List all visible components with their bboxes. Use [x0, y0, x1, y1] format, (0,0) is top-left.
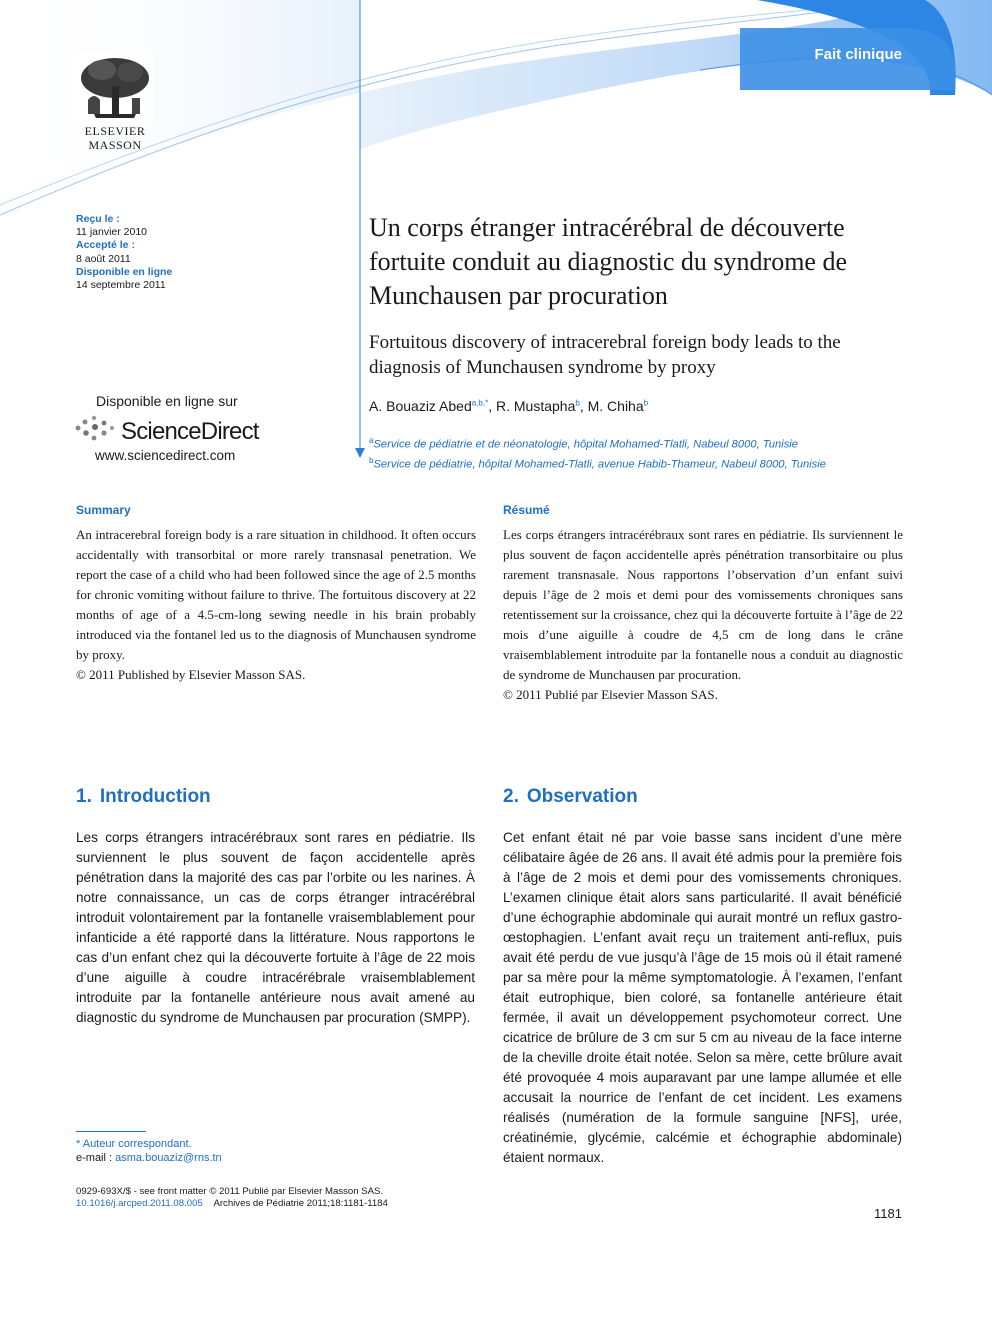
section-number: 2. — [503, 786, 519, 807]
date-label: Accepté le : — [76, 239, 135, 252]
summary-copyright: © 2011 Published by Elsevier Masson SAS. — [76, 667, 306, 682]
resume-paragraph: Les corps étrangers intracérébraux sont rares en pédiatrie. Ils surviennent le plus souvent de façon accidentelle après pénétration transorbitaire ou plus rarement transnasale. Nous rapportons l’observation d’un enfant suivi depuis l’âge de 2 mois et demi pour des vomissements chroniques sans retentissement sur la croissance, chez qui la découverte fortuite à l’âge de 22 mois d’une aiguille à coudre de 4,5 cm de long dans le crâne vraisemblablement introduite par la fontanelle nous a conduit au diagnostic de syndrome de Munchausen par procuration. — [503, 527, 903, 682]
sciencedirect-dots-icon — [74, 414, 118, 444]
doi-journal-line — [76, 1198, 388, 1210]
observation-paragraph: Cet enfant était né par voie basse sans incident d’une mère célibataire âgée de 26 ans. Il avait été admis pour la première fois à l’âge de 2 mois et demi pour des vomissements chroniques. L’examen clinique était alors sans particularité. Il avait bénéficié d’une échographie abdominale qui aurait montré un reflux gastro-œstophagien. L’enfant avait reçu un traitement anti-reflux, puis avait été perdu de vue jusqu’à l’âge de 15 mois où il était ramené par sa mère pour la même symptomatologie. À l’examen, l’enfant était eutrophique, bien coloré, sa fontanelle antérieure était fermée, il avait un développement psychomoteur correct. Une cicatrice de brûlure de 3 cm sur 5 cm au niveau de la face interne de la cheville droite était notée. Selon sa mère, cette brûlure avait été provoquée 4 mois auparavant par une lampe allumée et elle accusait la nourrice de l’enfant de cet incident. Les examens réalisés (numération de la formule sanguine [NFS], urée, créatinémie, glycémie, calcémie et échographie abdominale) étaient normaux. — [503, 830, 902, 1165]
wordmark-line2: MASSON — [88, 138, 142, 152]
summary-heading: Summary — [76, 503, 131, 517]
sciencedirect-available-text: Disponible en ligne sur — [96, 393, 238, 409]
article-dates — [76, 213, 172, 292]
issn-line: 0929-693X/$ - see front matter © 2011 Publié par Elsevier Masson SAS. — [76, 1186, 384, 1197]
resume-copyright: © 2011 Publié par Elsevier Masson SAS. — [503, 687, 718, 702]
section-label: Fait clinique — [814, 46, 902, 63]
affiliation-item — [369, 433, 826, 453]
date-value: 11 janvier 2010 — [76, 226, 148, 239]
date-label: Reçu le : — [76, 213, 120, 225]
author-sep: , — [579, 398, 588, 414]
author-name: R. Mustapha — [496, 398, 576, 414]
journal-citation: Archives de Pédiatrie 2011;18:1181-1184 — [213, 1198, 388, 1209]
observation-heading — [503, 786, 638, 808]
issn-block — [76, 1186, 388, 1210]
elsevier-tree-logo — [74, 52, 156, 124]
author-name: A. Bouaziz Abed — [369, 398, 472, 414]
corresponding-email — [76, 1152, 222, 1164]
sciencedirect-url[interactable]: www.sciencedirect.com — [95, 448, 236, 463]
date-value: 8 août 2011 — [76, 252, 131, 265]
wordmark-line1: ELSEVIER — [84, 124, 146, 138]
author-list — [369, 398, 648, 414]
date-value: 14 septembre 2011 — [76, 279, 166, 292]
author-affil-sup[interactable]: b — [643, 398, 649, 408]
author-sep: , — [488, 398, 496, 414]
affiliation-sup: a — [369, 436, 374, 445]
email-label: e-mail : — [76, 1152, 116, 1164]
sciencedirect-brand: ScienceDirect — [121, 418, 259, 445]
section-title: Introduction — [99, 786, 211, 807]
resume-heading: Résumé — [503, 503, 550, 517]
affiliations — [369, 433, 826, 473]
elsevier-masson-wordmark — [74, 124, 156, 152]
introduction-heading — [76, 786, 211, 808]
page-number: 1181 — [874, 1206, 902, 1221]
article-title-en: Fortuitous discovery of intracerebral foreign body leads to the diagnosis of Munchausen syndrome by proxy — [369, 332, 841, 378]
author-name: M. Chiha — [587, 398, 644, 414]
summary-paragraph: An intracerebral foreign body is a rare situation in childhood. It often occurs accidentally with transorbital or more rarely transnasal penetration. We report the case of a child who had been followed since the age of 2.5 months for chronic vomiting without failure to thrive. The fortuitous discovery at 22 months of age of a 4.5-cm-long sewing needle in his brain probably introduced via the fontanel led us to the diagnosis of Munchausen syndrome by proxy. — [76, 527, 476, 662]
corresponding-author-note: * Auteur correspondant. — [76, 1138, 192, 1150]
footnote-divider — [76, 1131, 146, 1132]
affiliation-sup: b — [369, 456, 374, 466]
email-link[interactable]: asma.bouaziz@rns.tn — [115, 1152, 222, 1164]
affiliation-text: Service de pédiatrie, hôpital Mohamed-Tlatli, avenue Habib-Thameur, Nabeul 8000, Tunisie — [373, 458, 826, 471]
article-title-fr: Un corps étranger intracérébral de découverte fortuite conduit au diagnostic du syndrome de Munchausen par procuration — [369, 213, 848, 310]
date-label: Disponible en ligne — [76, 265, 173, 278]
author-affil-sup[interactable]: a,b,* — [471, 398, 489, 408]
section-title: Observation — [526, 786, 638, 807]
resume-body — [503, 525, 903, 705]
summary-body — [76, 525, 476, 685]
doi-link[interactable]: 10.1016/j.arcped.2011.08.005 — [76, 1198, 203, 1209]
affiliation-item — [369, 453, 826, 473]
author-affil-sup[interactable]: b — [575, 398, 580, 408]
section-number: 1. — [76, 786, 92, 807]
affiliation-text: Service de pédiatrie et de néonatologie, hôpital Mohamed-Tlatli, Nabeul 8000, Tunisie — [373, 438, 799, 451]
introduction-paragraph: Les corps étrangers intracérébraux sont rares en pédiatrie. Ils surviennent le plus souvent de façon accidentelle après pénétration dans la majorité des cas par l’orbite ou les narines. À notre connaissance, un cas de corps étranger intracérébral introduit volontairement par la fontanelle vraisemblablement pour infanticide a été rapporté dans la littérature. Nous rapportons le cas d’un enfant chez qui la découverte fortuite à l’âge de 22 mois d’une aiguille à coudre intracérébrale vraisemblablement introduite par la fontanelle antérieure nous avait amené au diagnostic du syndrome de Munchausen par procuration (SMPP). — [76, 830, 475, 1025]
